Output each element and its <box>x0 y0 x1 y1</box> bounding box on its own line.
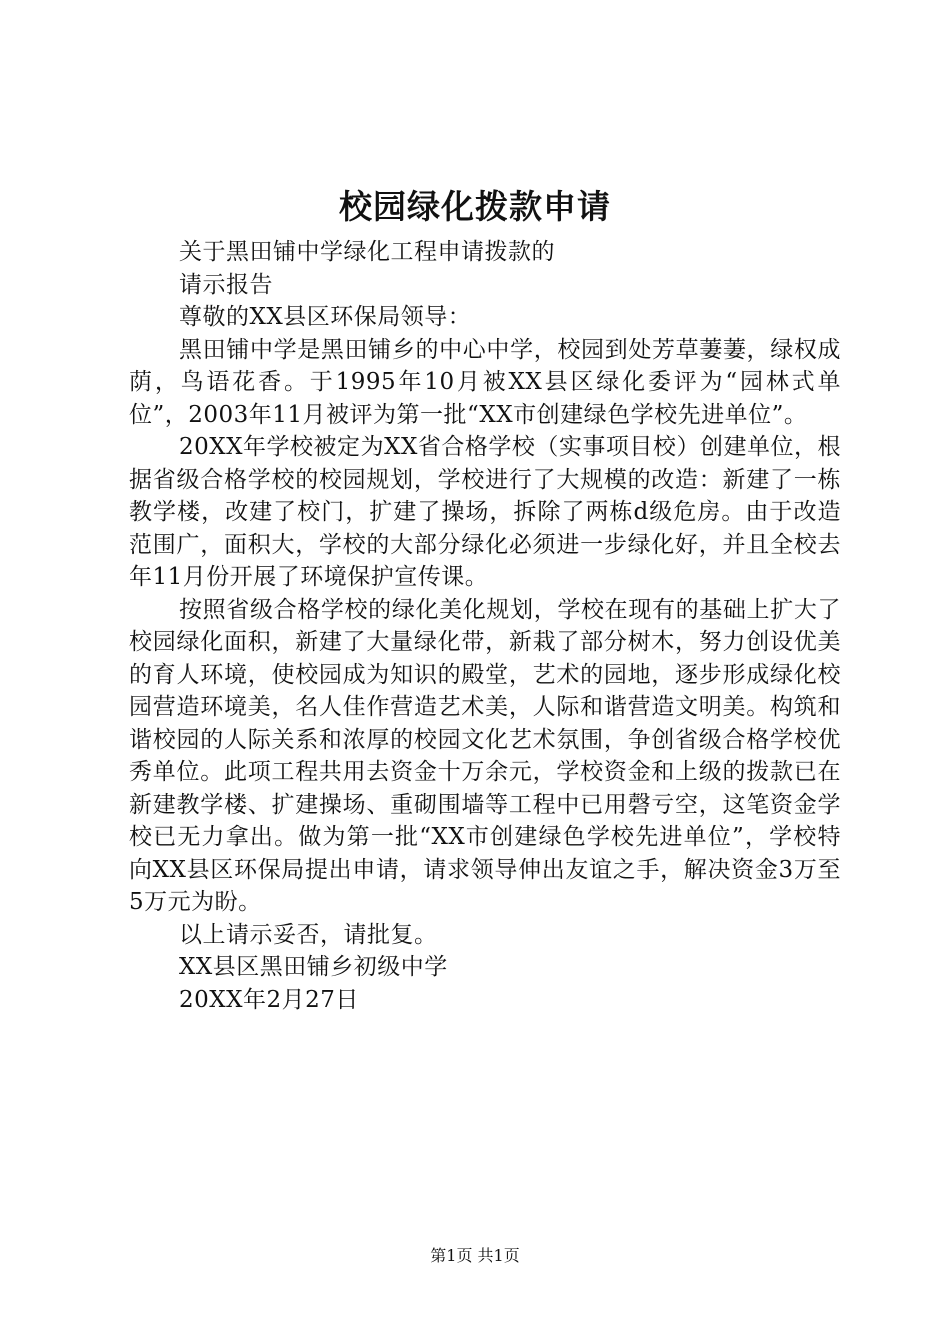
signature: XX县区黑田铺乡初级中学 <box>179 954 448 980</box>
page-footer: 第1页 共1页 <box>430 1246 520 1265</box>
paragraph-1: 黑田铺中学是黑田铺乡的中心中学，校园到处芳草萋萋，绿权成荫，鸟语花香。于1995年10月被XX县区绿化委评为“园林式单位”，2003年11月被评为第一批“XX市创建绿色学校先进单位”。 <box>129 336 841 428</box>
document-body <box>129 236 841 1016</box>
heading-line-1: 关于黑田铺中学绿化工程申请拨款的 <box>179 239 555 265</box>
document-title: 校园绿化拨款申请 <box>339 187 611 226</box>
date: 20XX年2月27日 <box>179 986 359 1013</box>
salutation: 尊敬的XX县区环保局领导： <box>179 304 472 330</box>
closing-line: 以上请示妥否，请批复。 <box>179 921 438 948</box>
heading-line-2: 请示报告 <box>179 271 273 298</box>
paragraph-3: 按照省级合格学校的绿化美化规划，学校在现有的基础上扩大了校园绿化面积，新建了大量绿化带，新栽了部分树木，努力创设优美的育人环境，使校园成为知识的殿堂，艺术的园地，逐步形成绿化校园营造环境美，名人佳作营造艺术美，人际和谐营造文明美。构筑和谐校园的人际关系和浓厚的校园文化艺术氛围，争创省级合格学校优秀单位。此项工程共用去资金十万余元，学校资金和上级的拨款已在新建教学楼、扩建操场、重砌围墙等工程中已用磬亏空，这笔资金学校已无力拿出。做为第一批“XX市创建绿色学校先进单位”，学校特向XX县区环保局提出申请，请求领导伸出友谊之手，解决资金3万至5万元为盼。 <box>129 596 841 915</box>
paragraph-2: 20XX年学校被定为XX省合格学校（实事项目校）创建单位，根据省级合格学校的校园规划，学校进行了大规模的改造：新建了一栋教学楼，改建了校门，扩建了操场，拆除了两栋d级危房。由于改造范围广，面积大，学校的大部分绿化必须进一步绿化好，并且全校去年11月份开展了环境保护宣传课。 <box>129 434 841 590</box>
